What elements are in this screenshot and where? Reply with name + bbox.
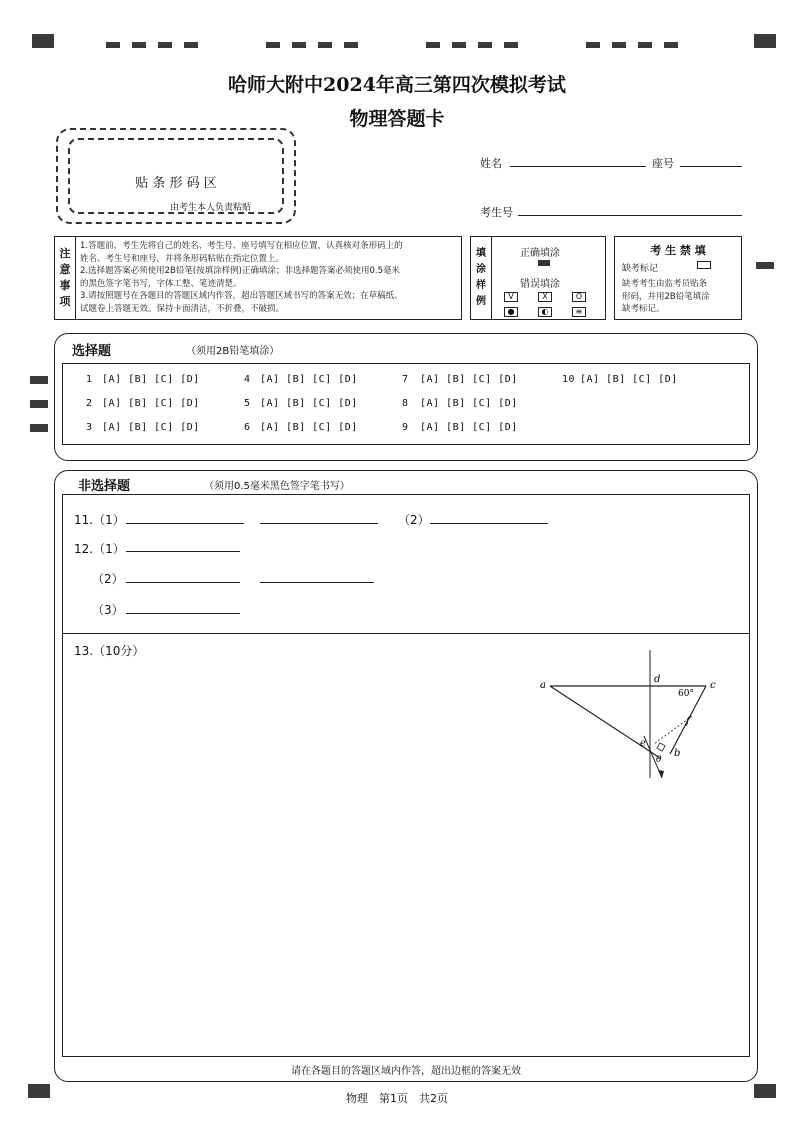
wrong-mark-x: X bbox=[538, 292, 552, 302]
choice-q-options[interactable]: [A] [B] [C] [D] bbox=[260, 398, 358, 409]
correct-fill-label: 正确填涂 bbox=[520, 248, 560, 259]
wrong-fill-label: 错误填涂 bbox=[520, 279, 560, 290]
corner-mark-top-right bbox=[754, 34, 776, 48]
choice-q-number: 7 bbox=[402, 374, 409, 385]
right-angle-marker bbox=[657, 743, 665, 751]
timing-mark bbox=[452, 42, 466, 48]
nonchoice-note: （须用0.5毫米黑色签字笔书写） bbox=[204, 481, 350, 492]
corner-mark-top-left bbox=[32, 34, 54, 48]
choice-q-options[interactable]: [A] [B] [C] [D] bbox=[260, 422, 358, 433]
label-a: a bbox=[540, 680, 546, 691]
timing-mark bbox=[292, 42, 306, 48]
wrong-mark-dot: ● bbox=[504, 307, 518, 317]
choice-note: （须用2B铅笔填涂） bbox=[186, 346, 280, 357]
side-mark-left-1 bbox=[30, 376, 48, 384]
timing-mark bbox=[664, 42, 678, 48]
choice-q-number: 3 bbox=[86, 422, 93, 433]
side-mark-left-2 bbox=[30, 400, 48, 408]
correct-fill-swatch bbox=[538, 260, 550, 266]
page-footer: 物理 第1页 共2页 bbox=[346, 1092, 448, 1105]
name-label: 姓名 bbox=[480, 157, 502, 170]
timing-mark bbox=[158, 42, 172, 48]
choice-q-options[interactable]: [A] [B] [C] [D] bbox=[420, 374, 518, 385]
q12-2-answer-b[interactable] bbox=[260, 582, 374, 583]
choice-q-number: 1 bbox=[86, 374, 93, 385]
choice-q-number: 5 bbox=[244, 398, 251, 409]
side-mark-left-3 bbox=[30, 424, 48, 432]
wrong-mark-v: V bbox=[504, 292, 518, 302]
label-b: b bbox=[674, 748, 681, 759]
timing-mark bbox=[504, 42, 518, 48]
name-field[interactable] bbox=[510, 166, 646, 167]
q12-2-answer-a[interactable] bbox=[126, 582, 240, 583]
timing-mark bbox=[184, 42, 198, 48]
timing-mark bbox=[478, 42, 492, 48]
wrong-mark-o: O bbox=[572, 292, 586, 302]
timing-mark bbox=[266, 42, 280, 48]
choice-q-number: 6 bbox=[244, 422, 251, 433]
timing-mark bbox=[426, 42, 440, 48]
q11-2-label: （2） bbox=[398, 513, 430, 527]
fill-sample-label: 填 涂 样 例 bbox=[476, 248, 486, 307]
examinee-note-text: 缺考考生由监考员贴条 形码，并用2B铅笔填涂 缺考标记。 bbox=[622, 279, 710, 314]
q11-1-answer-a[interactable] bbox=[126, 523, 244, 524]
choice-q-number: 8 bbox=[402, 398, 409, 409]
exam-no-field[interactable] bbox=[518, 215, 742, 216]
choice-q-options[interactable]: [A] [B] [C] [D] bbox=[102, 374, 200, 385]
absent-mark-box[interactable] bbox=[697, 261, 711, 269]
q12-3-answer[interactable] bbox=[126, 613, 240, 614]
footer-warning: 请在各题目的答题区域内作答，超出边框的答案无效 bbox=[291, 1066, 521, 1077]
label-f: f bbox=[686, 716, 690, 727]
timing-mark bbox=[638, 42, 652, 48]
seat-field[interactable] bbox=[680, 166, 742, 167]
choice-q-number: 9 bbox=[402, 422, 409, 433]
choice-title: 选择题 bbox=[72, 344, 112, 359]
barcode-note: 由考生本人负责粘贴 bbox=[170, 203, 252, 213]
timing-mark bbox=[586, 42, 600, 48]
choice-q-options[interactable]: [A] [B] [C] [D] bbox=[102, 422, 200, 433]
choice-q-number: 10 bbox=[562, 374, 576, 385]
barcode-label: 贴 条 形 码 区 bbox=[135, 176, 217, 191]
q12-3-label: （3） bbox=[92, 603, 124, 617]
side-mark-right bbox=[756, 262, 774, 269]
choice-q-options[interactable]: [A] [B] [C] [D] bbox=[260, 374, 358, 385]
q11-2-answer[interactable] bbox=[430, 523, 548, 524]
timing-mark bbox=[132, 42, 146, 48]
choice-q-number: 2 bbox=[86, 398, 93, 409]
timing-mark bbox=[344, 42, 358, 48]
wrong-mark-lines: ≡ bbox=[572, 307, 586, 317]
choice-q-number: 4 bbox=[244, 374, 251, 385]
label-angle: 60° bbox=[678, 689, 694, 699]
choice-q-options[interactable]: [A] [B] [C] [D] bbox=[580, 374, 678, 385]
label-theta: θ bbox=[656, 755, 662, 765]
examinee-note-title: 考 生 禁 填 bbox=[650, 244, 706, 257]
label-c: c bbox=[710, 680, 716, 691]
answer-sheet-title: 物理答题卡 bbox=[349, 108, 445, 130]
timing-mark bbox=[106, 42, 120, 48]
choice-q-options[interactable]: [A] [B] [C] [D] bbox=[420, 398, 518, 409]
q12-2-label: （2） bbox=[92, 572, 124, 586]
label-d: d bbox=[654, 674, 661, 685]
q12-1-answer[interactable] bbox=[126, 551, 240, 552]
notice-text: 1.答题前，考生先将自己的姓名、考生号、座号填写在相应位置，认真核对条形码上的 姓名、考生号和座号，并将条形码粘贴在指定位置上。 2.选择题答案必须使用2B铅笔(按填涂样例)正确填涂；非选择题答案必须使用0.5毫米 的黑色签字笔书写，字体工整、笔迹清楚。 3.请按照题号在各题目的答题区域内作答，超出答题区域书写的答案无效；在草稿纸、 试题卷上答题无效。保持卡面清洁，不折叠，不破损。 bbox=[80, 241, 403, 314]
optics-diagram bbox=[530, 648, 730, 784]
timing-mark bbox=[612, 42, 626, 48]
choice-q-options[interactable]: [A] [B] [C] [D] bbox=[420, 422, 518, 433]
seat-label: 座号 bbox=[652, 157, 674, 170]
notice-label: 注 意 事 项 bbox=[59, 247, 71, 308]
q11-label: 11.（1） bbox=[74, 513, 125, 527]
exam-no-label: 考生号 bbox=[480, 206, 513, 219]
q11-1-answer-b[interactable] bbox=[260, 523, 378, 524]
absent-mark-label: 缺考标记 bbox=[622, 264, 659, 274]
q13-label: 13.（10分） bbox=[74, 644, 145, 658]
timing-mark bbox=[318, 42, 332, 48]
q12-label: 12.（1） bbox=[74, 542, 125, 556]
choice-q-options[interactable]: [A] [B] [C] [D] bbox=[102, 398, 200, 409]
wrong-mark-half: ◐ bbox=[538, 307, 552, 317]
nonchoice-title: 非选择题 bbox=[78, 479, 131, 494]
exam-title: 哈师大附中2024年高三第四次模拟考试 bbox=[228, 74, 566, 96]
label-e: e bbox=[640, 738, 646, 749]
